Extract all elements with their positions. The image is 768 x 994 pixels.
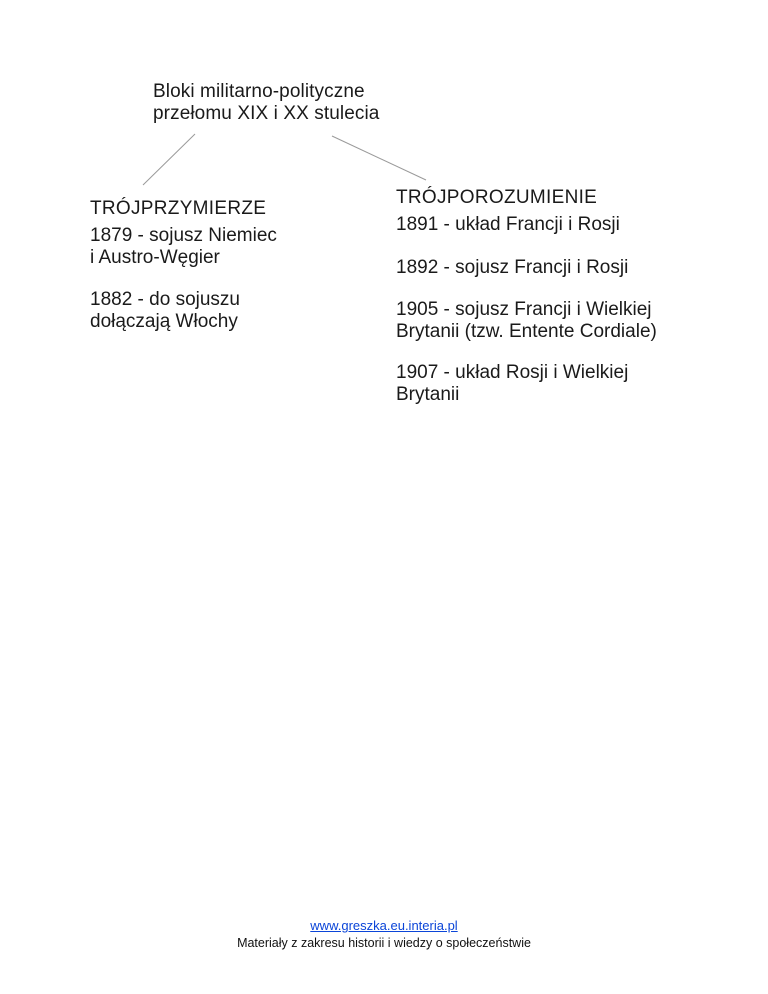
- diagram-title-line-1: Bloki militarno-polityczne: [153, 81, 365, 102]
- left-entry-1: 1879 - sojusz Niemiec i Austro-Węgier: [90, 225, 277, 268]
- diagram-title: [153, 81, 379, 125]
- right-entry-3: 1905 - sojusz Francji i Wielkiej Brytanii (tzw. Entente Cordiale): [396, 299, 657, 342]
- footer-website-link[interactable]: www.greszka.eu.interia.pl: [310, 918, 458, 933]
- connector-line-right: [332, 136, 426, 180]
- footer-note: Materiały z zakresu historii i wiedzy o społeczeństwie: [237, 936, 531, 950]
- block-heading-left: TRÓJPRZYMIERZE: [90, 198, 267, 219]
- diagram-title-line-2: przełomu XIX i XX stulecia: [153, 103, 380, 124]
- left-entry-2: 1882 - do sojuszu dołączają Włochy: [90, 289, 240, 332]
- right-entry-1: 1891 - układ Francji i Rosji: [396, 214, 620, 235]
- right-entry-2: 1892 - sojusz Francji i Rosji: [396, 257, 629, 278]
- right-entry-4: 1907 - układ Rosji i Wielkiej Brytanii: [396, 362, 629, 405]
- block-heading-right: TRÓJPOROZUMIENIE: [396, 187, 598, 208]
- connector-line-left: [143, 134, 195, 185]
